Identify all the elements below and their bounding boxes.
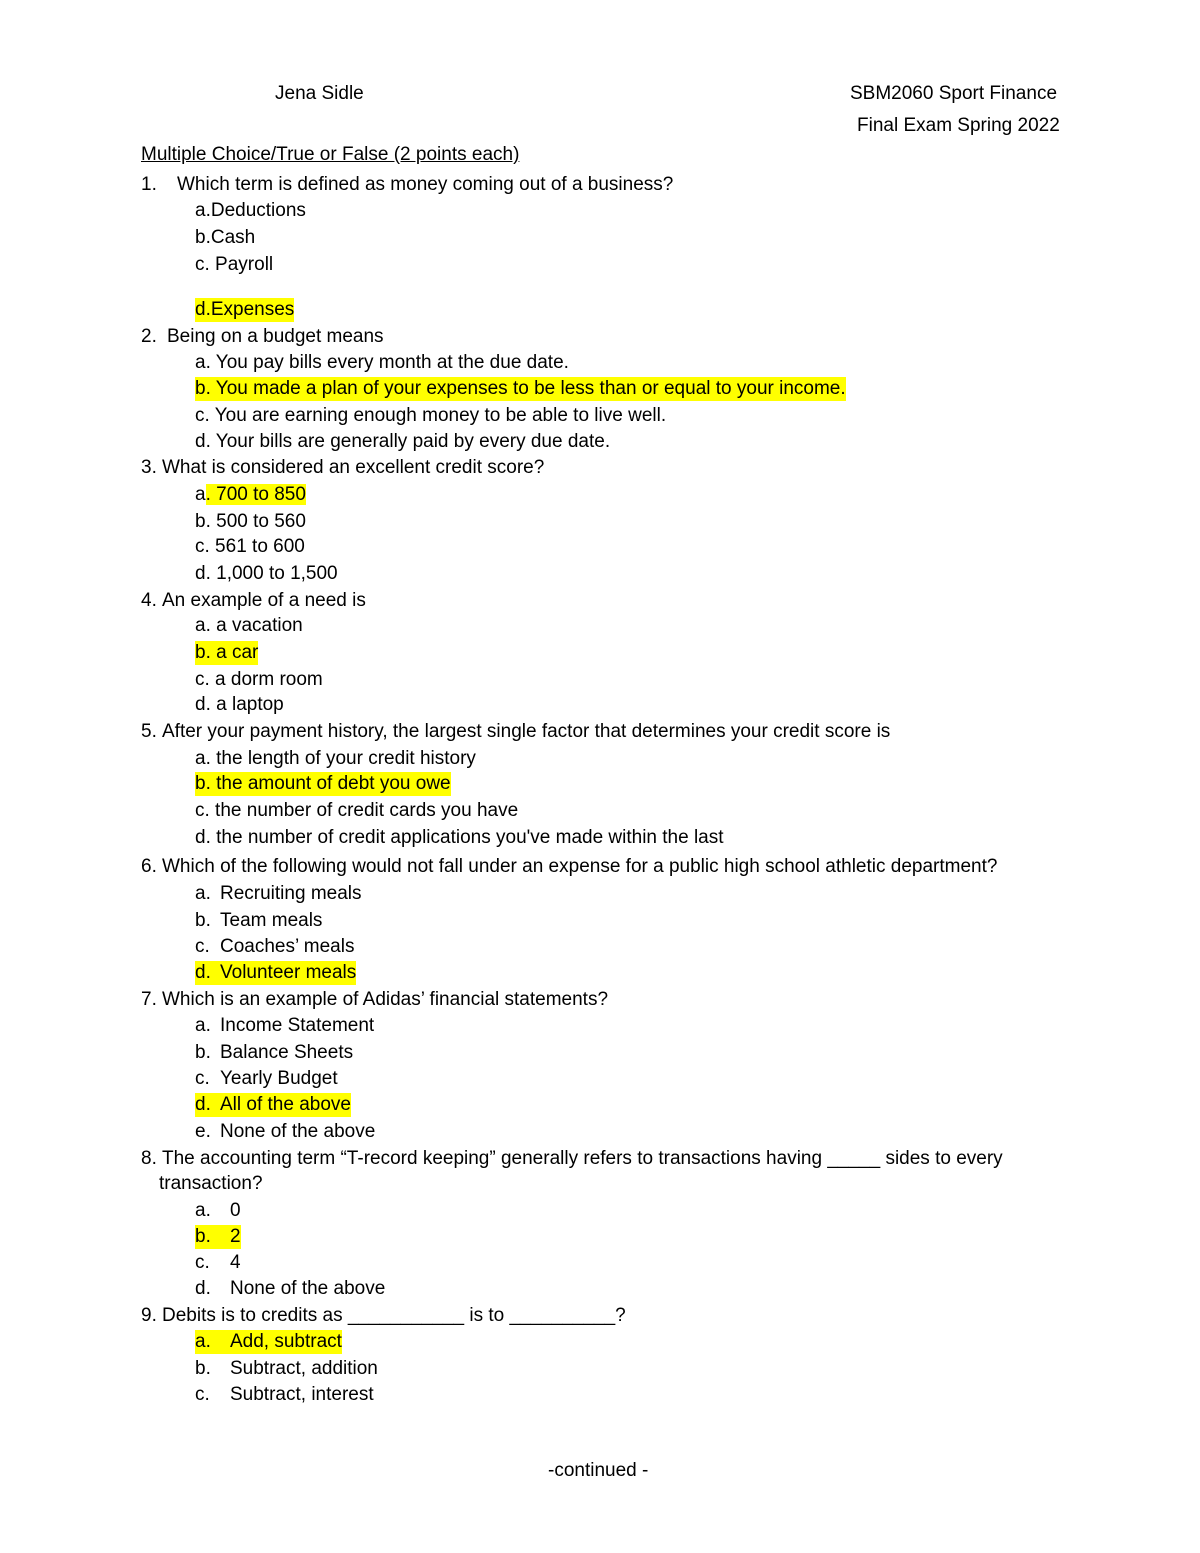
option-correct: b. the amount of debt you owe [195,773,451,794]
option: a.Deductions [195,200,306,221]
option-value: None of the above [220,1121,376,1142]
option-value: Balance Sheets [220,1042,354,1063]
option-letter: c. [195,1252,210,1273]
section-title: Multiple Choice/True or False (2 points each) [141,144,520,165]
question-text: Which is an example of Adidas’ financial statements? [162,989,609,1010]
option-letter: b. [195,1226,211,1247]
option-correct [195,483,306,507]
option: c. Payroll [195,254,274,275]
option-correct [195,1330,342,1354]
question-number: 6. [141,856,157,877]
question-text: Being on a budget means [167,326,384,347]
option-value: . 700 to 850 [205,484,306,505]
option-value: Coaches’ meals [220,936,355,957]
option [195,935,354,959]
option-letter: d. [195,962,211,983]
option-letter: d. [195,1094,211,1115]
course-title: SBM2060 Sport Finance [850,83,1058,104]
option: a. a vacation [195,615,303,636]
option [195,909,322,933]
option-letter: a. [195,883,211,904]
option: b. 500 to 560 [195,511,306,532]
question-number: 5. [141,721,157,742]
option-letter: a [195,484,206,505]
option-letter: a. [195,1200,211,1221]
option [195,1067,338,1091]
question-number: 7. [141,989,157,1010]
option-value: Income Statement [220,1015,375,1036]
option: c. 561 to 600 [195,536,305,557]
option [195,1251,241,1275]
option [195,1357,378,1381]
option [195,1120,375,1144]
option [195,882,362,906]
question-text: Which of the following would not fall under an expense for a public high school athletic department? [162,856,998,877]
student-name: Jena Sidle [275,83,364,104]
option-correct: b. a car [195,642,259,663]
option [195,1014,374,1038]
option-correct [195,1093,351,1117]
option-letter: b. [195,1358,211,1379]
option-value: None of the above [230,1278,386,1299]
question-number: 9. [141,1305,157,1326]
question-text-continued: transaction? [159,1173,263,1194]
question-number: 3. [141,457,157,478]
option-value: 4 [230,1252,241,1273]
question-text: Debits is to credits as ___________ is to __________? [162,1305,626,1326]
option-value: Volunteer meals [220,962,357,983]
question-text: An example of a need is [162,590,366,611]
option [195,1383,374,1407]
option-value: Add, subtract [230,1331,342,1352]
option-value: 0 [230,1200,241,1221]
option-correct: d.Expenses [195,299,295,320]
option: d. Your bills are generally paid by every due date. [195,431,611,452]
option [195,1041,353,1065]
option: a. the length of your credit history [195,748,476,769]
option-letter: c. [195,936,210,957]
option-letter: b. [195,1042,211,1063]
option-correct [195,1225,241,1249]
option-correct: b. You made a plan of your expenses to be less than or equal to your income. [195,378,846,399]
option: d. 1,000 to 1,500 [195,563,338,584]
question-number: 8. [141,1148,157,1169]
option [195,1199,241,1223]
option-value: Yearly Budget [220,1068,338,1089]
option-value: 2 [230,1226,241,1247]
option: c. You are earning enough money to be able to live well. [195,405,667,426]
question-number: 1. [141,174,157,195]
question-number: 4. [141,590,157,611]
option-value: Recruiting meals [220,883,362,904]
question-text: After your payment history, the largest single factor that determines your credit score is [162,721,891,742]
option-letter: b. [195,910,211,931]
question-text: Which term is defined as money coming out of a business? [177,174,674,195]
option-value: Subtract, interest [230,1384,374,1405]
option: c. the number of credit cards you have [195,800,519,821]
option: c. a dorm room [195,669,323,690]
option-correct [195,961,356,985]
exam-title: Final Exam Spring 2022 [857,115,1060,136]
footer-continued: -continued - [548,1460,649,1481]
option-value: Team meals [220,910,323,931]
option-letter: c. [195,1384,210,1405]
option: d. the number of credit applications you've made within the last [195,827,724,848]
option [195,1277,385,1301]
option-letter: e. [195,1121,211,1142]
option-letter: d. [195,1278,211,1299]
option-letter: a. [195,1015,211,1036]
question-text: The accounting term “T-record keeping” generally refers to transactions having _____ sides to every [162,1148,1003,1169]
option: d. a laptop [195,694,284,715]
option-letter: c. [195,1068,210,1089]
option-value: Subtract, addition [230,1358,378,1379]
option: b.Cash [195,227,256,248]
question-number: 2. [141,326,157,347]
option-value: All of the above [220,1094,351,1115]
option: a. You pay bills every month at the due date. [195,352,569,373]
question-text: What is considered an excellent credit score? [162,457,545,478]
option-letter: a. [195,1331,211,1352]
